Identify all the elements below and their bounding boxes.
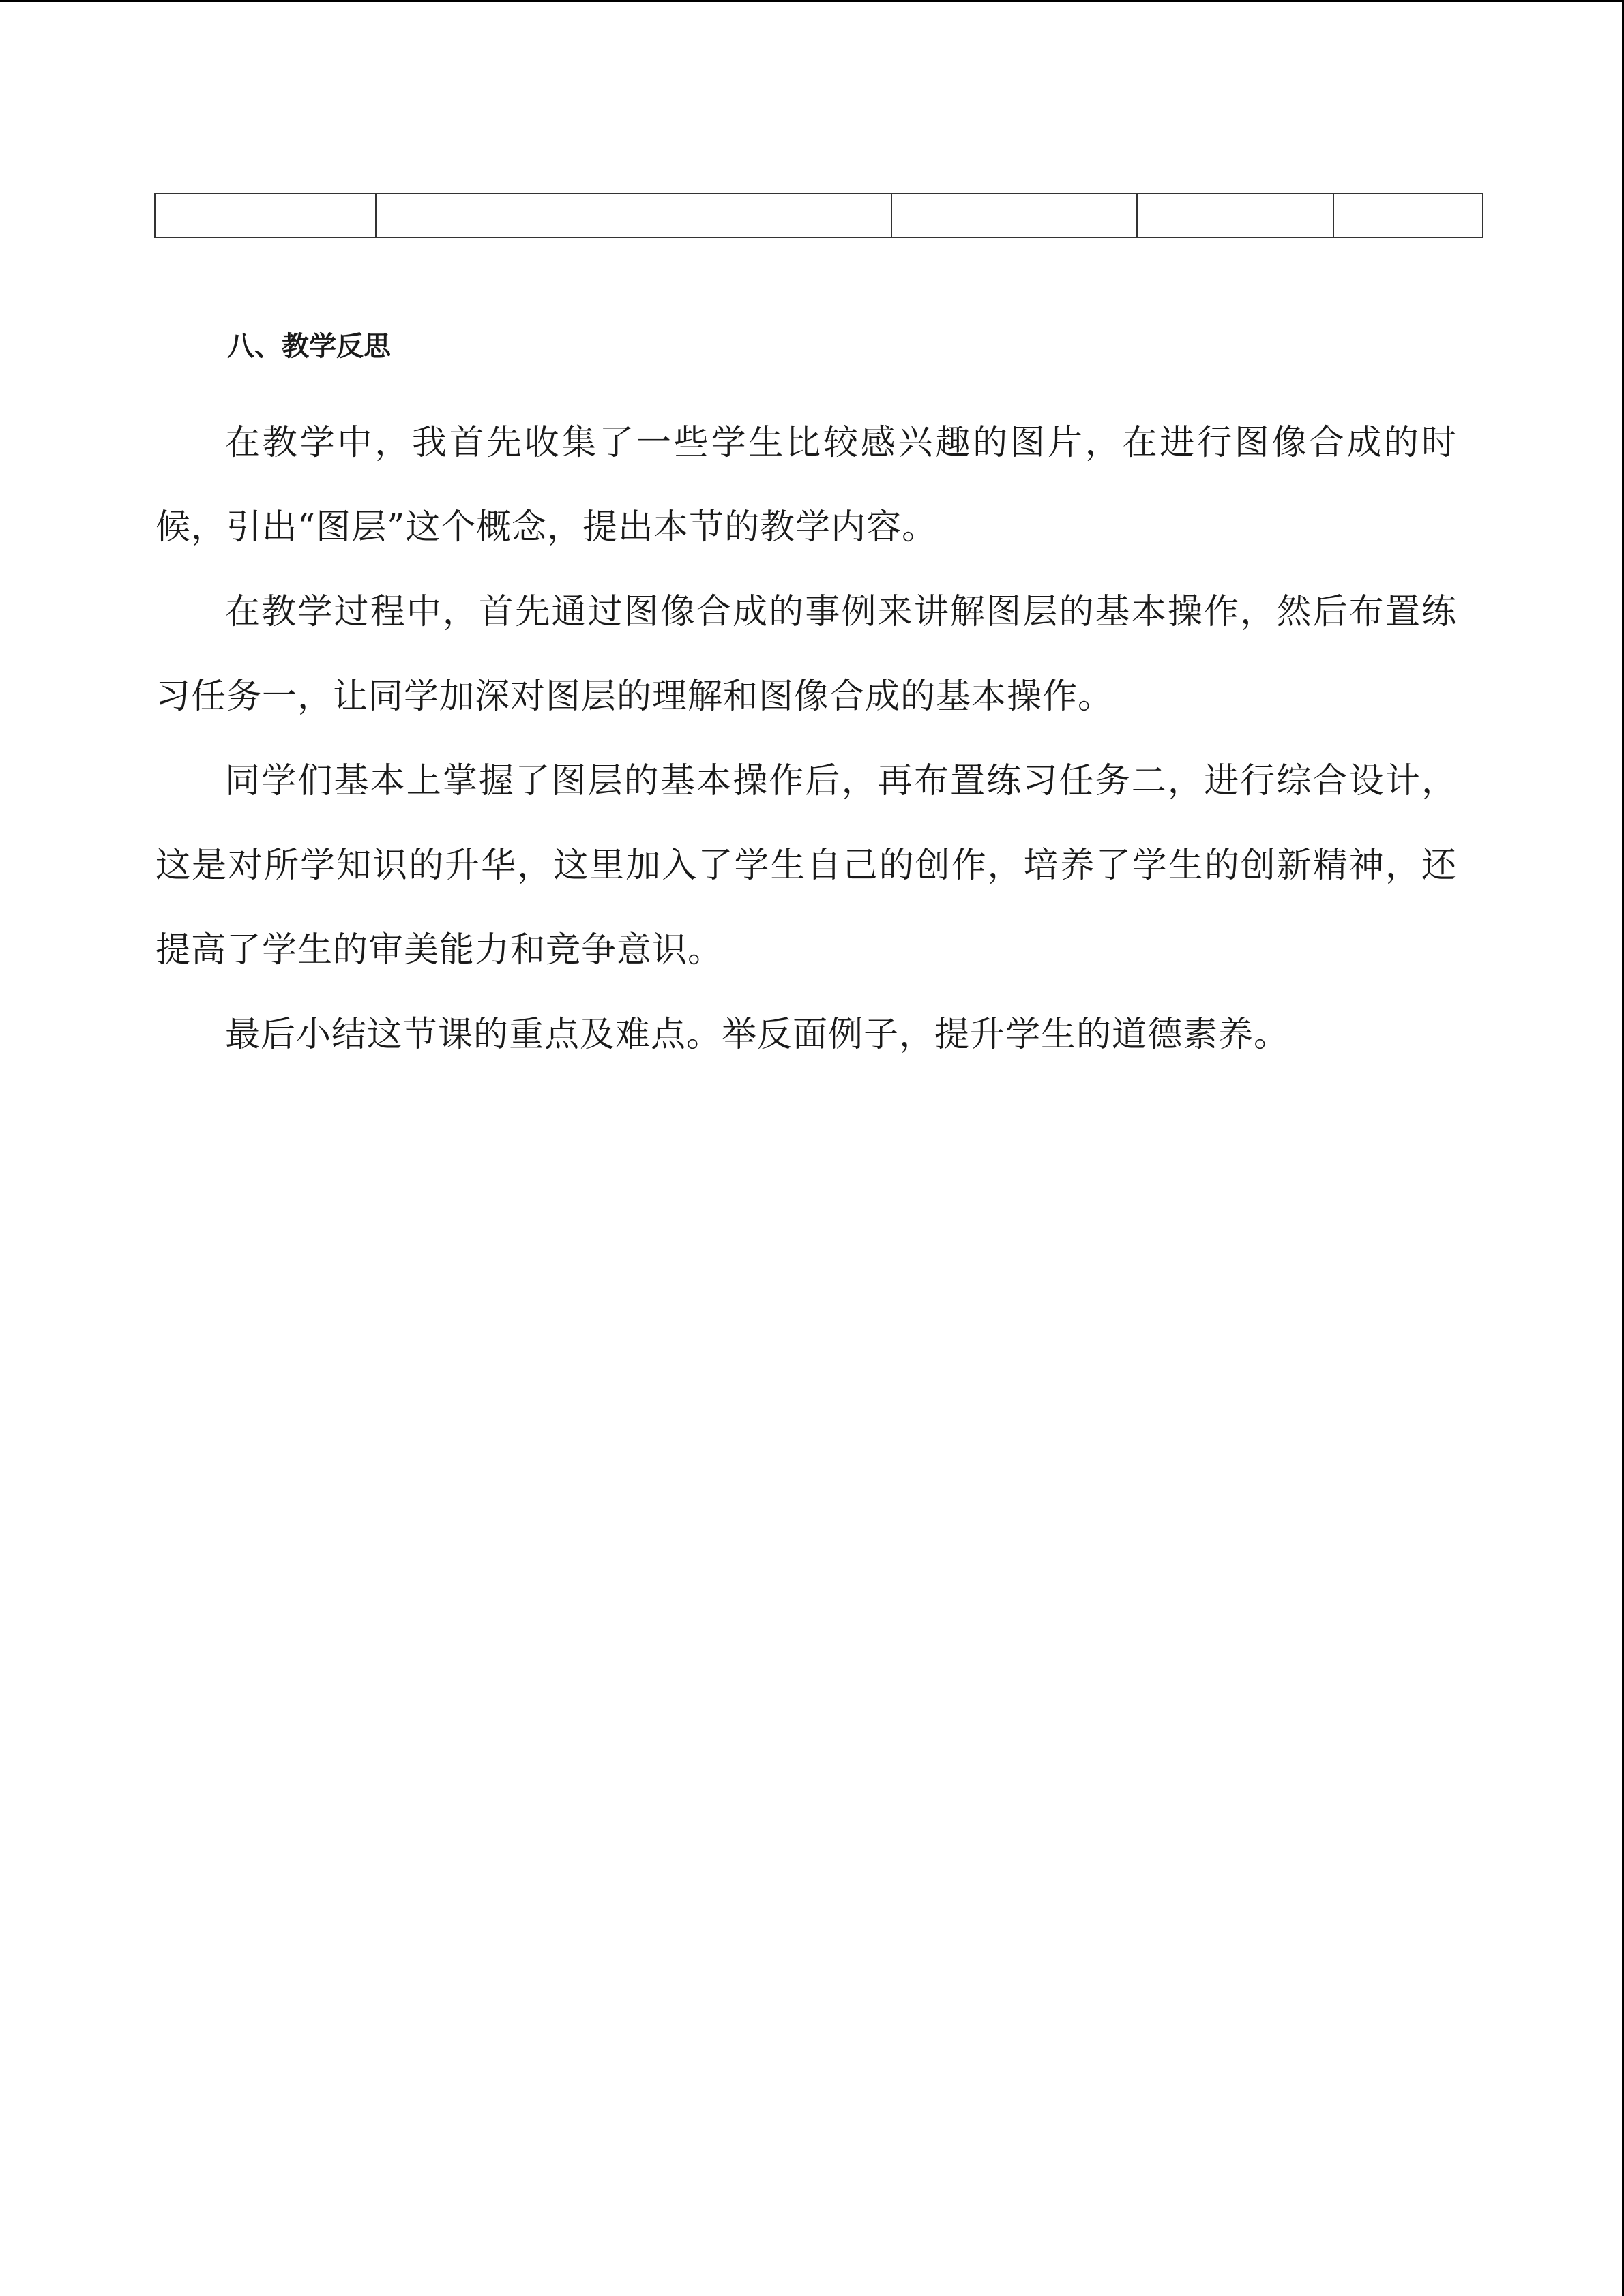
page-top-border: [0, 0, 1624, 2]
section-heading: 八、教学反思: [227, 331, 391, 362]
table-cell: [155, 194, 376, 237]
body-text: [156, 401, 1457, 1077]
table-cell: [1333, 194, 1483, 237]
paragraph: 在教学中，我首先收集了一些学生比较感兴趣的图片，在进行图像合成的时候，引出“图层”这个概念，提出本节的教学内容。: [156, 423, 1457, 548]
table-cell: [1137, 194, 1333, 237]
table-cell: [891, 194, 1137, 237]
paragraph: 同学们基本上掌握了图层的基本操作后，再布置练习任务二，进行综合设计，这是对所学知识的升华，这里加入了学生自己的创作，培养了学生的创新精神，还提高了学生的审美能力和竞争意识。: [156, 761, 1457, 970]
table-row: [155, 194, 1483, 237]
table-cell: [376, 194, 891, 237]
paragraph: 最后小结这节课的重点及难点。举反面例子，提升学生的道德素养。: [225, 1015, 1290, 1055]
paragraph: 在教学过程中，首先通过图像合成的事例来讲解图层的基本操作，然后布置练习任务一，让同学加深对图层的理解和图像合成的基本操作。: [156, 592, 1457, 717]
empty-table: [154, 193, 1483, 238]
